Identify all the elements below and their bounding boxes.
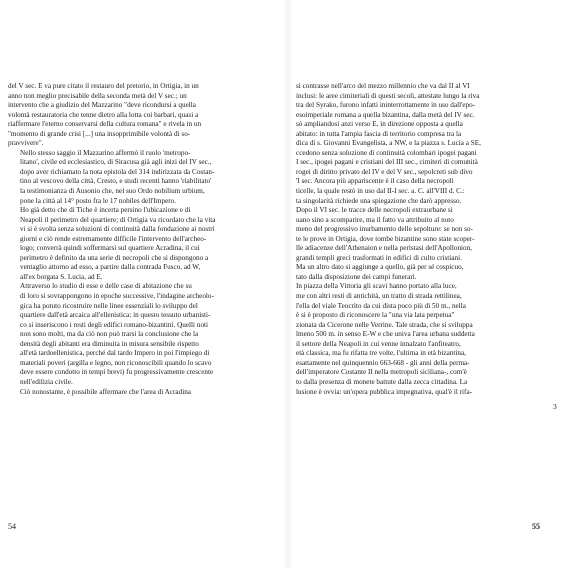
text-line: anno non meglio precisabile della seconda metà del V sec.; un <box>8 91 187 100</box>
text-line: il settore della Neapoli in cui venne innalzato l'anfiteatro, <box>296 339 461 348</box>
text-line: rogei di diritto privato del IV e del V sec., sepolcreti sub divo <box>296 167 473 176</box>
text-line: te le prove in Ortigia, dove tombe bizantine sono state scoper- <box>296 234 475 243</box>
left-page <box>8 82 278 397</box>
text-line: densità degli abitanti era diminuita in misura sensibile rispetto <box>20 339 199 348</box>
text-line: l'ella del viale Teocrito da cui dista poco più di 50 m., nella <box>296 301 466 310</box>
text-line: tato dalla disposizione dei campi funerari. <box>296 272 417 281</box>
text-line: Ciò nonostante, è possibile affermare che l'area di Acradina <box>20 387 192 396</box>
text-line: gica ha potuto ricostruire nelle linee essenziali lo sviluppo del <box>20 301 198 310</box>
text-line: sò ampliandosi anzi verso E, in direzione opposta a quella <box>296 120 463 129</box>
paragraph <box>8 206 278 282</box>
text-line: meno del progressivo inurbamento delle sepolture: se non so- <box>296 225 473 234</box>
text-line: ticelle, la quale restò in uso dal II-I sec. a. C. all'VIII d. C.: <box>296 187 465 196</box>
text-line: vi si è svolta senza soluzioni di continuità dalla fondazione ai nostri <box>20 225 215 234</box>
text-line: grandi templi greci trasformati in edifici di culto cristiani. <box>296 253 462 262</box>
text-line: tra del Syrako, furono infatti ininterrottamente in uso dall'epo- <box>296 101 476 110</box>
text-line: dica di s. Giovanni Evangelista, a NW, e la piazza s. Lucia a SE, <box>296 139 481 148</box>
text-line: perimetro è definito da una serie di necropoli che si dispongono a <box>20 253 209 262</box>
left-page-number: 54 <box>8 522 16 531</box>
text-line: ventaglio attorno ad esso, a partire dalla contrada Fusco, ad W, <box>20 263 201 272</box>
text-line: esattamente nel quinquennio 663-668 - gli anni della perma- <box>296 358 470 367</box>
text-line: Neapoli il perimetro del quartiere; di Ortigia va ricordato che la vita <box>20 215 216 224</box>
text-line: lle adiacenze dell'Athenaion e nella peristasi dell'Apollonion, <box>296 244 473 253</box>
text-line: to dalla presenza di monete battute dalla zecca cittadina. La <box>296 377 468 386</box>
text-line: Attraverso lo studio di esse e delle case di abitazione che su <box>20 282 192 291</box>
text-line: 'I sec. Ancora più appariscente è il caso della necropoli <box>296 177 454 186</box>
book-gutter <box>283 0 293 568</box>
text-line: lusione è ovvia: un'opera pubblica impegnativa, qual'è il rifa- <box>296 387 473 396</box>
text-line: si contrasse nell'arco del mezzo millennio che va dal II al VI <box>296 82 470 90</box>
text-line: In piazza della Vittoria gli scavi hanno portato alla luce, <box>296 282 457 291</box>
paragraph <box>296 263 546 282</box>
text-line: esoimperiale romana a quella bizantina, dalla metà del IV sec. <box>296 110 475 119</box>
text-line: quartiere dall'età arcaica all'ellenistica: in questo tessuto urbanisti- <box>20 311 211 320</box>
text-line: intervento che a giudizio del Mazzarino "deve ricondursi a quella <box>8 101 196 110</box>
text-line: Ho già detto che di Tiche è incerta persino l'ubicazione e di <box>20 206 191 215</box>
text-line: di loro si sovrappongono in epoche successive, l'indagine archeolo- <box>20 292 214 301</box>
text-line: ta singolarità richiede una spiegazione che darò appresso. <box>296 196 462 205</box>
text-line: lmeno 500 m. in senso E-W e che univa l'area urbana suddetta <box>296 330 475 339</box>
paragraph <box>296 206 546 263</box>
text-line: riaffermare l'eterno conservarsi della cultura romana" e rivela in un <box>8 120 202 129</box>
text-line: è si è proposto di riconoscere la "una via lata perpetua" <box>296 311 455 320</box>
text-line: la testimonianza di Ausonio che, nel suo Ordo nobilium urbium, <box>20 187 205 196</box>
text-line: me con altri resti di antichità, un tratto di strada rettilinea, <box>296 292 462 301</box>
text-line: dopo aver richiamato la nota epistola del 314 indirizzata da Costan- <box>20 167 215 176</box>
text-line: non sono molti, ma da ciò non può trarsi la conclusione che la <box>20 330 199 339</box>
text-line: deve essere condotto in tempi brevi) fu progressivamente crescente <box>20 368 214 377</box>
paragraph <box>8 149 278 206</box>
text-line: ccedono senza soluzione di continuità colombari ipogei pagani <box>296 148 477 157</box>
text-line: Nello stesso saggio il Mazzarino affermò il ruolo 'metropo- <box>20 148 191 157</box>
paragraph <box>296 82 546 206</box>
right-page-number: 55 <box>532 522 540 531</box>
text-line: dell'imperatore Costante II nella metropoli siciliana-, com'è <box>296 368 467 377</box>
text-line: logo; converrà quindi soffermarsi sul quartiere Acradina, il cui <box>20 244 200 253</box>
text-line: pravvivere". <box>8 139 44 148</box>
text-line: zionata da Cicerone nelle Verrine. Tale strada, che si sviluppa <box>296 320 473 329</box>
text-line: abitato: in tutta l'ampia fascia di territorio compresa tra la <box>296 129 462 138</box>
text-line: tino al vescovo della città, Cresto, e studi recenti hanno 'riabilitato' <box>20 177 212 186</box>
text-line: I sec., ipogei pagani e cristiani del III sec., cimiteri di comunità <box>296 158 478 167</box>
text-line: co si inseriscono i resti degli edifici romano-bizantini. Quelli noti <box>20 320 209 329</box>
text-line: del V sec. E va pure citato il restauro del pretorio, in Ortigia, in un <box>8 82 199 90</box>
text-line: litano', civile ed ecclesiastico, di Siracusa già agli inizi del IV sec., <box>20 158 212 167</box>
text-line: uano sino a scomparire, ma il fatto va attribuito al noto <box>296 215 454 224</box>
text-line: all'ex borgata S. Lucia, ad E. <box>20 272 103 281</box>
text-line: giorni e ciò rende estremamente difficile l'intervento dell'archeo- <box>20 234 207 243</box>
text-line: Dopo il VI sec. le tracce delle necropoli extraurbane si <box>296 206 453 215</box>
paragraph <box>8 82 278 149</box>
text-line: materiali poveri (argilla e legno, non riconoscibili quando lo scavo <box>20 358 212 367</box>
right-page <box>296 82 546 397</box>
text-line: nell'edilizia civile. <box>20 377 73 386</box>
margin-note: 3 <box>553 402 557 411</box>
text-line: pone la città al 14° posto fra le 17 nobiles dell'Impero. <box>20 196 177 205</box>
text-line: all'età tardoellenistica, perché dal tardo Impero in poi l'impiego di <box>20 349 210 358</box>
text-line: "momento di grande crisi [...] una insopprimibile volontà di so- <box>8 129 191 138</box>
text-line: età classica, ma fu rifatta tre volte, l'ultima in età bizantina, <box>296 349 466 358</box>
paragraph <box>296 282 546 397</box>
text-line: inclusi: le aree cimiteriali di questi secoli, attestate lungo la riva <box>296 91 480 100</box>
paragraph <box>8 282 278 387</box>
text-line: Ma un altro dato si aggiunge a quello, già per sé cospicuo, <box>296 263 464 272</box>
text-line: volontà restauratoria che tenne dietro alla lotta coi barbari, quasi a <box>8 110 199 119</box>
paragraph <box>8 388 278 398</box>
